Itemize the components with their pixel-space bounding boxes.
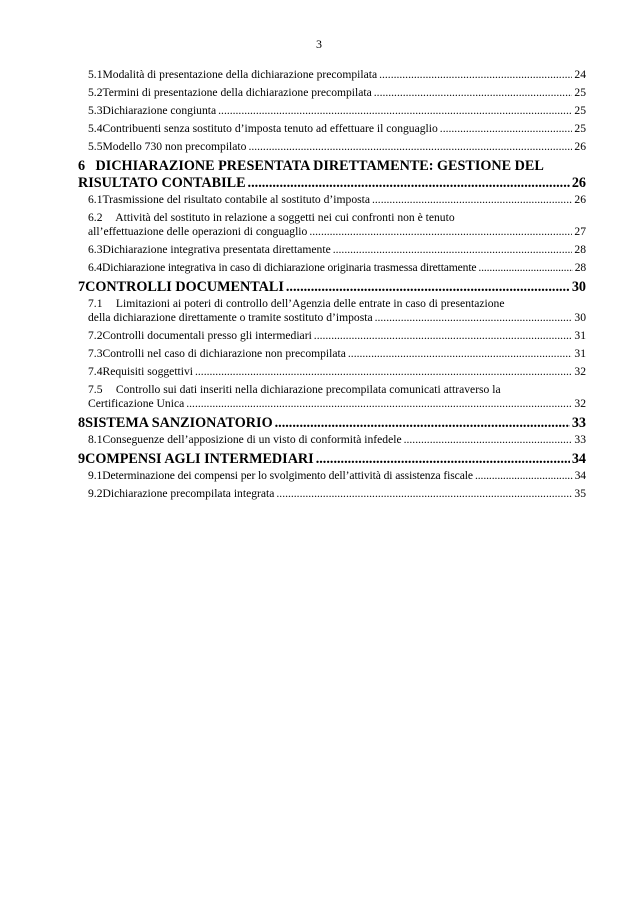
toc-section-title-cont: RISULTATO CONTABILE (78, 175, 246, 191)
dot-leader (195, 365, 572, 379)
toc-entry-title: Controlli nel caso di dichiarazione non precompilata (102, 347, 346, 360)
toc-entry-page: 33 (574, 433, 586, 446)
toc-section-title: COMPENSI AGLI INTERMEDIARI (85, 451, 314, 467)
toc-section-title-line2 (78, 175, 586, 192)
toc-entry-5-3[interactable] (78, 104, 586, 118)
toc-entry-6-1[interactable] (78, 193, 586, 207)
toc-entry-number: 6.2 (88, 211, 103, 224)
toc-entry-page: 24 (574, 68, 586, 81)
toc-entry-7-4[interactable] (78, 365, 586, 379)
toc-entry-title: Dichiarazione integrativa presentata direttamente (102, 243, 331, 256)
dot-leader (440, 122, 573, 136)
toc-section-page: 34 (571, 451, 586, 467)
toc-entry-title-cont: della dichiarazione direttamente o tramite sostituto d’imposta (88, 311, 373, 324)
toc-section-page: 26 (571, 175, 586, 191)
dot-leader (276, 487, 572, 501)
dot-leader (248, 175, 570, 192)
toc-entry-title: Controlli documentali presso gli intermediari (102, 329, 312, 342)
toc-section-title: DICHIARAZIONE PRESENTATA DIRETTAMENTE: GESTIONE DEL (95, 158, 544, 174)
toc-entry-title: Conseguenze dell’apposizione di un visto di conformità infedele (102, 433, 402, 446)
toc-entry-number: 9.1 (88, 469, 103, 482)
toc-section-9[interactable] (78, 451, 586, 468)
toc-entry-5-2[interactable] (78, 86, 586, 100)
toc-entry-title: Modello 730 non precompilato (102, 140, 247, 153)
toc-entry-number: 7.2 (88, 329, 103, 342)
toc-entry-page: 35 (574, 487, 586, 500)
toc-entry-number: 5.4 (88, 122, 103, 135)
toc-section-title: SISTEMA SANZIONATORIO (85, 415, 273, 431)
dot-leader (275, 415, 570, 432)
toc-entry-number: 9.2 (88, 487, 103, 500)
toc-section-number: 6 (78, 158, 86, 174)
toc-entry-title: Determinazione dei compensi per lo svolgimento dell’attività di assistenza fiscale (102, 469, 473, 482)
toc-entry-page: 31 (574, 329, 586, 342)
toc-entry-9-2[interactable] (78, 487, 586, 501)
toc-entry-number: 6.1 (88, 193, 103, 206)
toc-entry-5-5[interactable] (78, 140, 586, 154)
dot-leader (348, 347, 573, 361)
toc-entry-page: 28 (574, 243, 586, 256)
toc-entry-page: 31 (574, 347, 586, 360)
dot-leader (375, 311, 573, 325)
toc-entry-6-2[interactable] (78, 211, 586, 239)
toc-entry-title: Attività del sostituto in relazione a soggetti nei cui confronti non è tenuto (115, 211, 455, 224)
toc-entry-title: Modalità di presentazione della dichiarazione precompilata (102, 68, 378, 81)
toc-entry-7-5[interactable] (78, 383, 586, 411)
toc-entry-page: 26 (574, 140, 586, 153)
dot-leader (309, 225, 572, 239)
toc-entry-number: 5.1 (88, 68, 103, 81)
toc-entry-number: 7.3 (88, 347, 103, 360)
toc-entry-title: Trasmissione del risultato contabile al sostituto d’imposta (102, 193, 370, 206)
toc-entry-title: Contribuenti senza sostituto d’imposta tenuto ad effettuare il conguaglio (102, 122, 438, 135)
toc-entry-title: Dichiarazione integrativa in caso di dichiarazione originaria trasmessa direttamente (102, 261, 477, 274)
dot-leader (286, 279, 570, 296)
toc-section-title: CONTROLLI DOCUMENTALI (85, 279, 284, 295)
toc-section-number: 9 (78, 451, 86, 467)
toc-section-page: 33 (571, 415, 586, 431)
toc-entry-line1 (78, 211, 586, 225)
toc-entry-6-3[interactable] (78, 243, 586, 257)
page-number: 3 (316, 37, 322, 51)
toc-entry-number: 7.4 (88, 365, 103, 378)
dot-leader (478, 261, 572, 275)
toc-entry-line2 (78, 311, 586, 325)
toc-entry-page: 32 (574, 365, 586, 378)
table-of-contents (78, 68, 586, 505)
toc-entry-page: 25 (574, 104, 586, 117)
toc-entry-5-4[interactable] (78, 122, 586, 136)
toc-entry-page: 34 (574, 469, 586, 482)
toc-entry-8-1[interactable] (78, 433, 586, 447)
toc-entry-5-1[interactable] (78, 68, 586, 82)
dot-leader (404, 433, 573, 447)
toc-entry-7-2[interactable] (78, 329, 586, 343)
dot-leader (372, 193, 572, 207)
dot-leader (333, 243, 573, 257)
toc-entry-page: 27 (574, 225, 586, 238)
toc-entry-page: 26 (574, 193, 586, 206)
toc-entry-number: 5.5 (88, 140, 103, 153)
toc-entry-number: 5.3 (88, 104, 103, 117)
toc-entry-number: 6.3 (88, 243, 103, 256)
toc-entry-6-4[interactable] (78, 261, 586, 275)
toc-entry-7-1[interactable] (78, 297, 586, 325)
toc-entry-page: 25 (574, 122, 586, 135)
dot-leader (218, 104, 572, 118)
toc-entry-page: 30 (574, 311, 586, 324)
toc-entry-title-cont: all’effettuazione delle operazioni di conguaglio (88, 225, 308, 238)
toc-section-8[interactable] (78, 415, 586, 432)
toc-entry-number: 7.5 (88, 383, 103, 396)
toc-entry-number: 6.4 (88, 261, 103, 274)
dot-leader (374, 86, 573, 100)
toc-section-title-line1 (78, 158, 586, 175)
toc-entry-line1 (78, 297, 586, 311)
toc-section-number: 7 (78, 279, 86, 295)
dot-leader (248, 140, 572, 154)
toc-entry-line1 (78, 383, 586, 397)
dot-leader (186, 397, 572, 411)
toc-entry-title: Requisiti soggettivi (102, 365, 193, 378)
toc-entry-title: Limitazioni ai poteri di controllo dell’Agenzia delle entrate in caso di presentazione (115, 297, 505, 310)
toc-entry-number: 7.1 (88, 297, 103, 310)
toc-section-7[interactable] (78, 279, 586, 296)
toc-entry-title: Dichiarazione precompilata integrata (102, 487, 275, 500)
toc-section-number: 8 (78, 415, 86, 431)
toc-entry-page: 25 (574, 86, 586, 99)
dot-leader (379, 68, 572, 82)
toc-entry-line2 (78, 225, 586, 239)
dot-leader (316, 451, 570, 468)
toc-section-6[interactable] (78, 158, 586, 192)
toc-entry-9-1[interactable] (78, 469, 586, 483)
toc-entry-line2 (78, 397, 586, 411)
toc-entry-title-cont: Certificazione Unica (88, 397, 185, 410)
toc-entry-number: 5.2 (88, 86, 103, 99)
toc-entry-title: Controllo sui dati inseriti nella dichiarazione precompilata comunicati attraverso la (115, 383, 501, 396)
toc-entry-title: Termini di presentazione della dichiarazione precompilata (102, 86, 372, 99)
toc-entry-number: 8.1 (88, 433, 103, 446)
toc-entry-page: 32 (574, 397, 586, 410)
toc-entry-title: Dichiarazione congiunta (102, 104, 217, 117)
toc-section-page: 30 (571, 279, 586, 295)
dot-leader (314, 329, 573, 343)
toc-entry-page: 28 (574, 261, 586, 274)
toc-entry-7-3[interactable] (78, 347, 586, 361)
dot-leader (475, 469, 573, 483)
